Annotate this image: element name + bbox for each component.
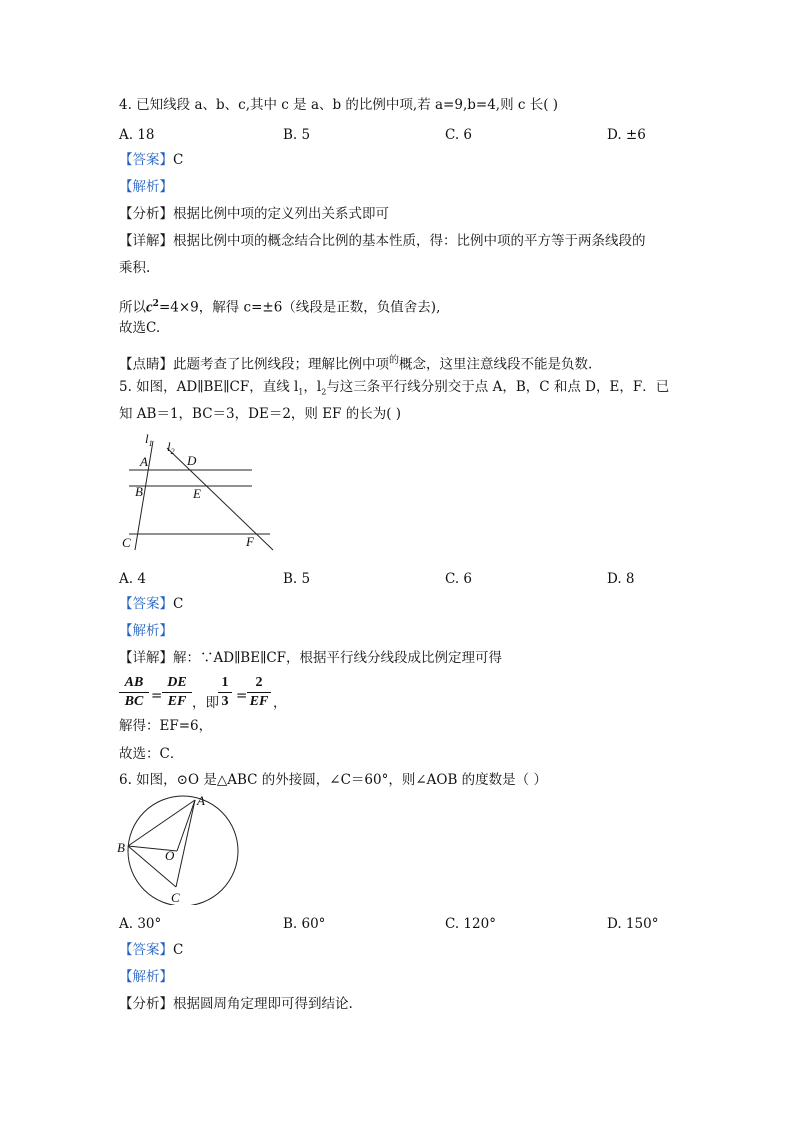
answer-tag: 【答案】 (119, 152, 173, 168)
fraction-2-ef (247, 675, 271, 710)
detail-tag: 【详解】 (119, 233, 173, 249)
c-exponent: 2 (152, 299, 159, 309)
q6-fenxi (119, 994, 353, 1014)
label-f: F (246, 534, 254, 549)
analysis-tag: 【解析】 (119, 179, 173, 195)
answer-tag: 【答案】 (119, 942, 173, 958)
q4-dianjing (119, 351, 592, 375)
l1-subscript: 1 (298, 387, 304, 397)
q5-detail (119, 648, 502, 668)
dianjing-text-a: 此题考查了比例线段；理解比例中项 (173, 356, 389, 373)
frac-denominator: BC (124, 694, 144, 709)
q4-option-d: D. ±6 (607, 127, 646, 143)
analysis-tag: 【解析】 (119, 969, 173, 985)
segment-ab (128, 800, 195, 846)
q5-choose: 故选：C． (119, 746, 184, 762)
answer-value: C (173, 942, 184, 958)
q6-option-b: B. 60° (283, 916, 326, 932)
frac-numerator: 1 (221, 675, 229, 690)
q5-answer (119, 594, 183, 614)
q6-option-d: D. 150° (607, 916, 659, 932)
circumcircle (128, 796, 238, 905)
q4-answer (119, 150, 183, 170)
q5-option-b: B. 5 (283, 571, 311, 587)
label-b: B (135, 484, 143, 499)
q5-option-c: C. 6 (445, 571, 473, 587)
label-b: B (117, 840, 125, 855)
q6-stem: 6. 如图，⊙O 是△ABC 的外接圆，∠C＝60°，则∠AOB 的度数是（ ） (119, 772, 547, 788)
q6-option-c: C. 120° (445, 916, 496, 932)
label-l1: $l_1$ (145, 431, 153, 448)
q5-solve: 解得：EF=6， (119, 718, 213, 734)
label-c: C (122, 535, 131, 550)
dianjing-tag: 【点睛】 (119, 356, 173, 373)
fenxi-tag: 【分析】 (119, 996, 173, 1012)
frac-numerator: DE (167, 675, 187, 690)
q6-option-a: A. 30° (119, 916, 162, 932)
l2-subscript: 2 (321, 387, 327, 397)
detail-text: 根据比例中项的概念结合比例的基本性质，得：比例中项的平方等于两条线段的 (173, 233, 646, 249)
label-l2: $l_2$ (167, 439, 175, 456)
fenxi-tag: 【分析】 (119, 206, 173, 222)
label-d: D (187, 453, 197, 468)
q5-stem-part2: 与这三条平行线分别交于点 A，B，C 和点 D，E，F．已 (326, 379, 670, 395)
detail-tag: 【详解】 (119, 650, 173, 666)
q5-stem-1 (119, 377, 669, 403)
q4-detail-2: 乘积. (119, 260, 151, 276)
answer-tag: 【答案】 (119, 596, 173, 612)
equals-2: = (236, 688, 248, 704)
equals-1: = (151, 688, 163, 704)
q5-analysis-tag (119, 621, 173, 641)
fenxi-text: 根据圆周角定理即可得到结论. (173, 996, 353, 1012)
q5-stem-part1: 5. 如图，AD∥BE∥CF，直线 l (119, 379, 299, 395)
fraction-de-ef (162, 675, 192, 710)
q4-option-a: A. 18 (119, 127, 155, 143)
q6-answer (119, 940, 183, 960)
q5-stem-mid: ，l (303, 379, 322, 395)
q5-stem-2: 知 AB＝1，BC＝3，DE＝2，则 EF 的长为( ) (119, 406, 402, 422)
q4-choose: 故选C. (119, 320, 161, 336)
frac-numerator: AB (124, 675, 144, 690)
ji-text: ，即 (192, 695, 219, 711)
frac-denominator: EF (167, 694, 187, 709)
fenxi-text: 根据比例中项的定义列出关系式即可 (173, 206, 389, 222)
q5-option-d: D. 8 (607, 571, 635, 587)
calc-text: =4×9，解得 c=±6（线段是正数，负值舍去), (158, 299, 441, 316)
dianjing-sup: 的 (389, 355, 399, 366)
label-o: O (165, 848, 175, 863)
q4-analysis-tag (119, 177, 173, 197)
q4-option-c: C. 6 (445, 127, 473, 143)
q4-stem: 4. 已知线段 a、b、c,其中 c 是 a、b 的比例中项,若 a=9,b=4,则 c 长( ) (119, 97, 559, 113)
fraction-ab-bc (119, 675, 149, 710)
label-a: A (197, 795, 205, 808)
q4-detail-1 (119, 231, 646, 251)
frac-denominator: EF (249, 694, 269, 709)
c-variable: c (146, 299, 153, 316)
q6-figure (115, 795, 250, 905)
q4-option-b: B. 5 (283, 127, 311, 143)
frac-numerator: 2 (255, 675, 263, 690)
frac-denominator: 3 (221, 694, 229, 709)
suoyi-text: 所以 (119, 299, 146, 316)
label-a: A (140, 454, 148, 469)
fraction-1-3 (218, 675, 232, 710)
dianjing-text-b: 概念，这里注意线段不能是负数. (399, 356, 593, 373)
q5-option-a: A. 4 (119, 571, 146, 587)
label-c: C (171, 890, 180, 905)
label-e: E (193, 486, 201, 501)
q4-calc (119, 294, 440, 318)
segment-ac (176, 800, 195, 887)
answer-value: C (173, 596, 184, 612)
q5-figure (115, 428, 285, 558)
analysis-tag: 【解析】 (119, 623, 173, 639)
q4-fenxi (119, 204, 389, 224)
q6-analysis-tag (119, 967, 173, 987)
answer-value: C (173, 152, 184, 168)
comma: ， (273, 695, 287, 711)
detail-text: 解：∵AD∥BE∥CF，根据平行线分线段成比例定理可得 (173, 650, 503, 666)
line-l2 (167, 448, 273, 550)
